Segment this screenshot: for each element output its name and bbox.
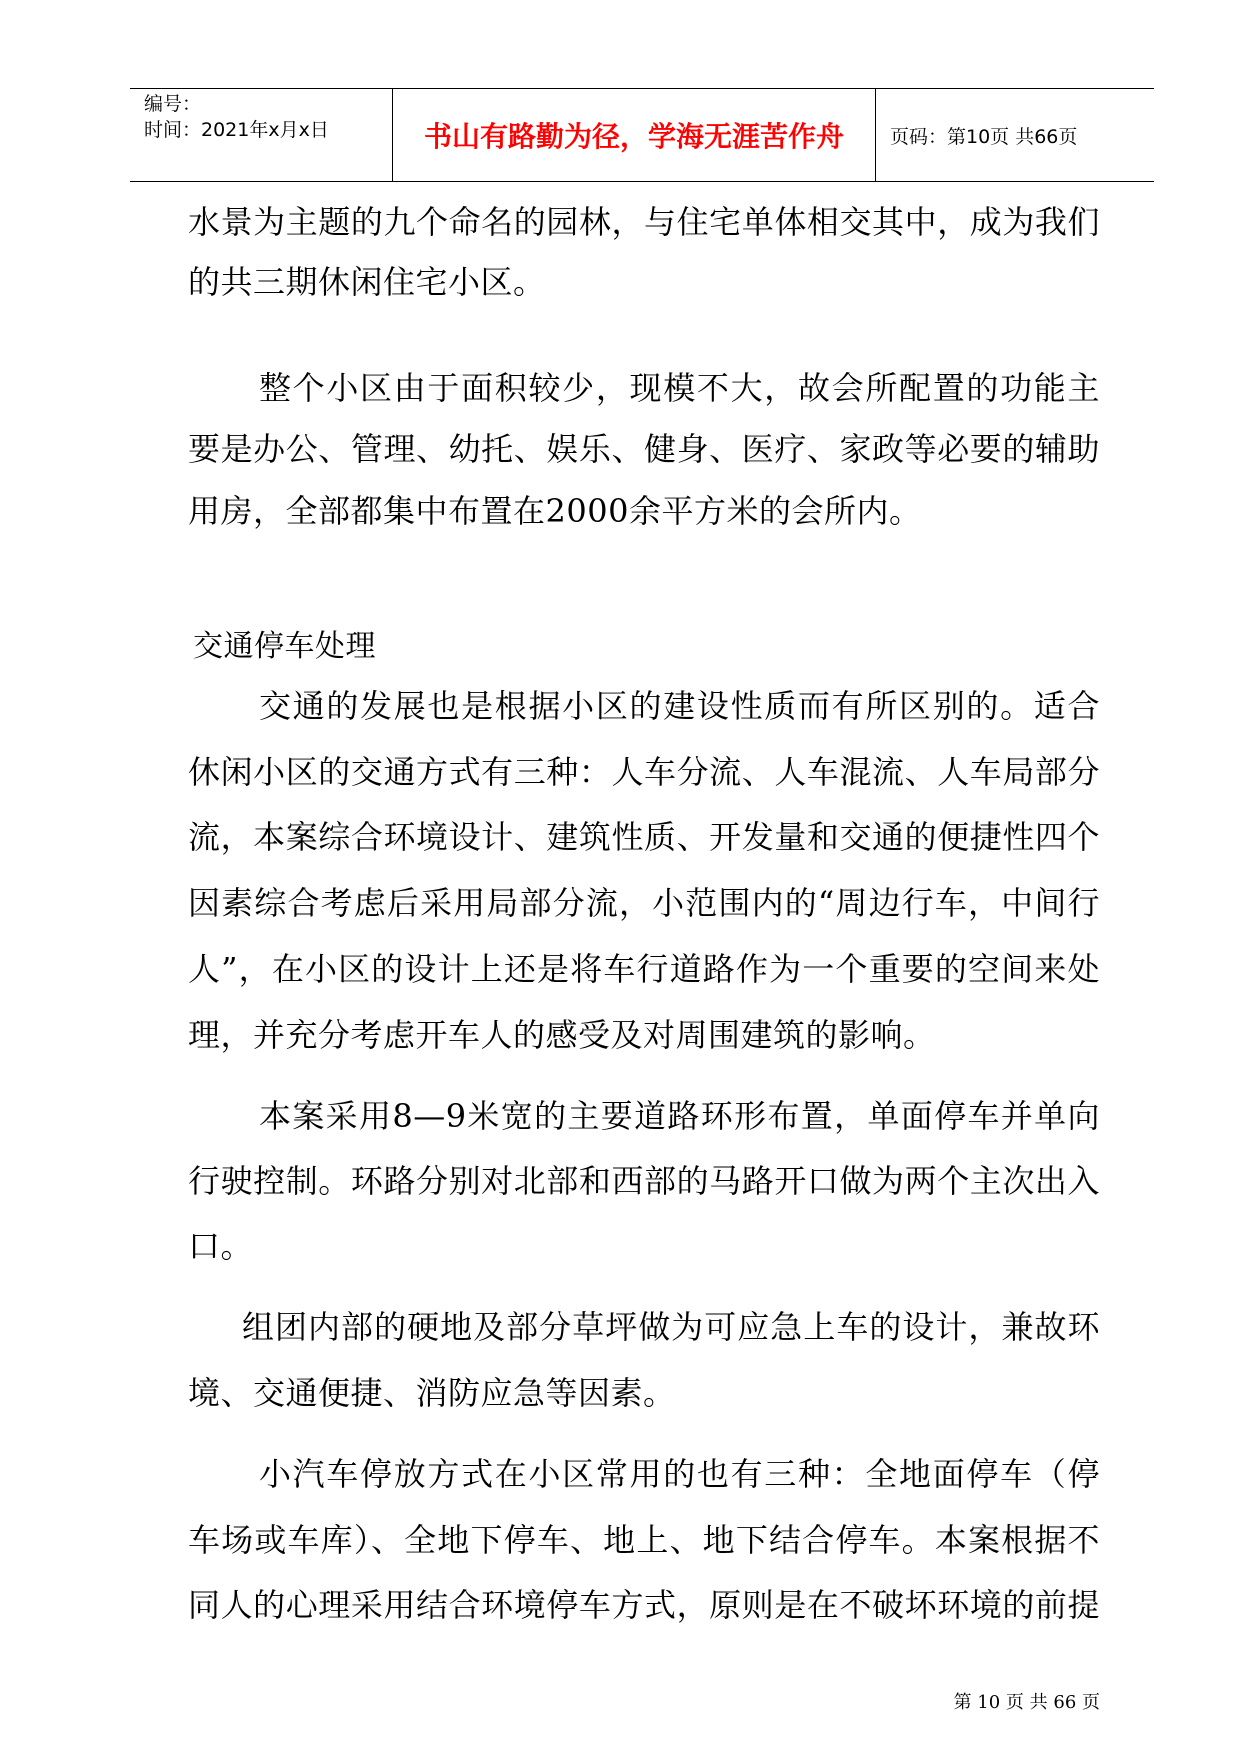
body-line: 口。 [188,1227,254,1265]
header-meta-cell [130,89,392,181]
body-line: 车场或车库）、全地下停车、地上、地下结合停车。本案根据不 [188,1521,1100,1559]
footer-page-number: 第 10 页 共 66 页 [953,1692,1100,1713]
body-line: 要是办公、管理、幼托、娱乐、健身、医疗、家政等必要的辅助 [188,430,1100,468]
header-page-info: 页码：第10页 共66页 [890,125,1078,148]
date-label: 时间：2021年x月x日 [144,119,329,141]
body-line: 境、交通便捷、消防应急等因素。 [188,1374,676,1412]
motto-text: 书山有路勤为径，学海无涯苦作舟 [423,120,844,153]
document-header [130,88,1154,182]
body-line: 理，并充分考虑开车人的感受及对周围建筑的影响。 [188,1016,936,1054]
serial-number-label: 编号： [144,93,202,115]
header-page-cell [876,89,1154,181]
header-motto-cell [392,89,876,181]
body-line: 本案采用8—9米宽的主要道路环形布置，单面停车并单向 [259,1097,1100,1135]
body-line: 整个小区由于面积较少，现模不大，故会所配置的功能主 [259,369,1100,407]
body-line: 水景为主题的九个命名的园林，与住宅单体相交其中，成为我们 [188,203,1100,241]
body-line: 因素综合考虑后采用局部分流，小范围内的“周边行车，中间行 [188,884,1100,922]
section-heading: 交通停车处理 [193,629,376,664]
body-line: 流，本案综合环境设计、建筑性质、开发量和交通的便捷性四个 [188,818,1100,856]
body-line: 小汽车停放方式在小区常用的也有三种：全地面停车（停 [259,1455,1100,1493]
body-line: 休闲小区的交通方式有三种：人车分流、人车混流、人车局部分 [188,753,1100,791]
body-line: 交通的发展也是根据小区的建设性质而有所区别的。适合 [259,687,1100,725]
body-line: 组团内部的硬地及部分草坪做为可应急上车的设计，兼故环 [242,1308,1100,1346]
body-line: 同人的心理采用结合环境停车方式，原则是在不破坏环境的前提 [188,1586,1100,1624]
body-line: 的共三期休闲住宅小区。 [188,263,546,301]
body-line: 用房，全部都集中布置在2000余平方米的会所内。 [188,492,922,530]
body-line: 人”，在小区的设计上还是将车行道路作为一个重要的空间来处 [188,950,1100,988]
body-line: 行驶控制。环路分别对北部和西部的马路开口做为两个主次出入 [188,1162,1100,1200]
